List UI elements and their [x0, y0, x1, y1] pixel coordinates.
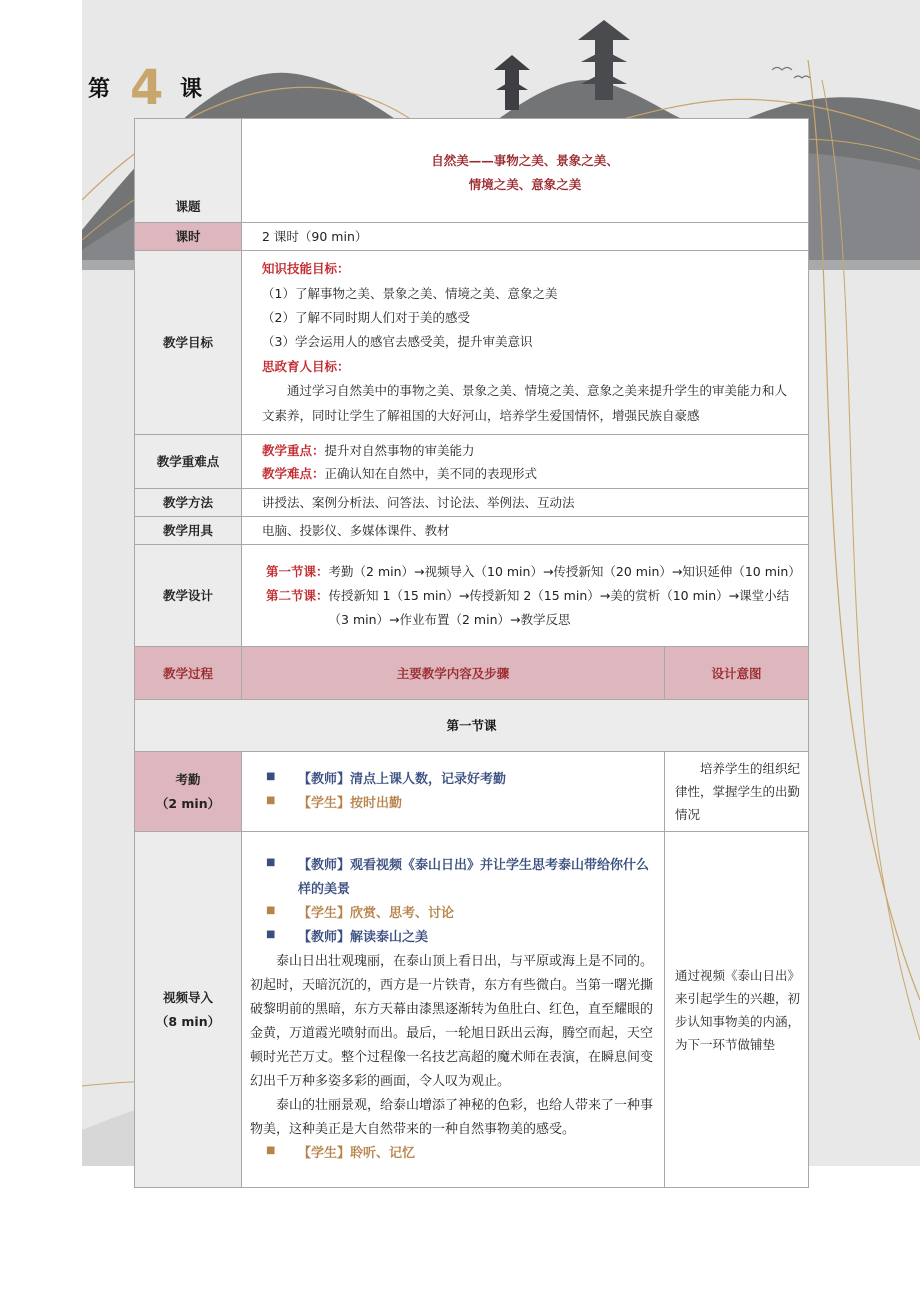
goals-content	[242, 251, 809, 435]
session2-text: 传授新知 1（15 min）→传授新知 2（15 min）→美的赏析（10 min）→课堂小结（3 min）→作业布置（2 min）→教学反思	[328, 588, 790, 627]
bullet-icon: ■	[266, 928, 276, 940]
hours-row	[135, 223, 809, 251]
key-text: 提升对自然事物的审美能力	[324, 442, 475, 458]
attendance-student: 【学生】按时出勤	[298, 795, 403, 811]
video-label-cell	[135, 832, 242, 1188]
video-row	[135, 832, 809, 1188]
goal-item: （1）了解事物之美、景象之美、情境之美、意象之美	[262, 285, 558, 301]
video-intent: 通过视频《泰山日出》来引起学生的兴趣，初步认知事物美的内涵，为下一环节做铺垫	[665, 832, 809, 1188]
tools-value: 电脑、投影仪、多媒体课件、教材	[242, 517, 809, 545]
lesson-prefix: 第	[88, 77, 111, 102]
bullet-icon: ■	[266, 1145, 276, 1157]
video-teacher2: 【教师】解读泰山之美	[298, 929, 429, 945]
ideology-text: 通过学习自然美中的事物之美、景象之美、情境之美、意象之美来提升学生的审美能力和人文素养，同时让学生了解祖国的大好河山，培养学生爱国情怀，增强民族自豪感	[262, 383, 788, 423]
bullet-icon: ■	[266, 904, 276, 916]
attendance-content	[242, 752, 665, 832]
bird-icon	[772, 68, 792, 71]
tools-label: 教学用具	[135, 517, 242, 545]
attendance-intent: 培养学生的组织纪律性，掌握学生的出勤情况	[665, 752, 809, 832]
goal-item: （2）了解不同时期人们对于美的感受	[262, 310, 470, 326]
content-col-header: 主要教学内容及步骤	[242, 647, 665, 700]
video-content	[242, 832, 665, 1188]
session1-text: 考勤（2 min）→视频导入（10 min）→传授新知（20 min）→知识延伸（10 min）	[328, 564, 801, 580]
video-student2: 【学生】聆听、记忆	[298, 1146, 416, 1162]
topic-title-line2: 情境之美、意象之美	[468, 176, 582, 192]
lesson-number: 4	[130, 60, 164, 116]
session1-label: 第一节课：	[266, 564, 329, 580]
lesson-plan-table	[134, 118, 809, 1188]
attendance-label-cell	[135, 752, 242, 832]
keypoints-label: 教学重难点	[135, 435, 242, 489]
goal-item: （3）学会运用人的感官去感受美，提升审美意识	[262, 334, 533, 350]
keypoints-content	[242, 435, 809, 489]
methods-label: 教学方法	[135, 489, 242, 517]
lesson-suffix: 课	[180, 77, 203, 102]
hours-value: 2 课时（90 min）	[242, 223, 809, 251]
topic-title	[242, 119, 809, 223]
hours-label: 课时	[135, 223, 242, 251]
attendance-label: 考勤	[175, 772, 201, 788]
topic-row	[135, 119, 809, 223]
video-label: 视频导入	[162, 990, 213, 1006]
video-paragraph1: 泰山日出壮观瑰丽，在泰山顶上看日出，与平原或海上是不同的。初起时，天暗沉沉的，西方是一片铁青，东方有些微白。当第一曙光撕破黎明前的黑暗，东方天幕由漆黑逐渐转为鱼肚白、红色，直至耀眼的金黄，万道霞光喷射而出。最后，一轮旭日跃出云海，腾空而起，天空顿时光芒万丈。整个过程像一名技艺高超的魔术师在表演，在瞬息间变幻出千万种多姿多彩的画面，令人叹为观止。	[250, 953, 654, 1089]
design-content	[242, 545, 809, 647]
goals-row	[135, 251, 809, 435]
goals-label: 教学目标	[135, 251, 242, 435]
process-col-header: 教学过程	[135, 647, 242, 700]
bullet-icon: ■	[266, 794, 276, 806]
section1-title: 第一节课	[135, 700, 809, 752]
topic-label: 课题	[135, 119, 242, 223]
process-header-row	[135, 647, 809, 700]
keypoints-row	[135, 435, 809, 489]
video-teacher1: 【教师】观看视频《泰山日出》并让学生思考泰山带给你什么样的美景	[298, 857, 650, 897]
attendance-time: （2 min）	[155, 795, 221, 811]
tools-row	[135, 517, 809, 545]
methods-value: 讲授法、案例分析法、问答法、讨论法、举例法、互动法	[242, 489, 809, 517]
bird-icon	[794, 76, 810, 78]
difficult-label: 教学难点：	[262, 465, 325, 481]
video-paragraph2: 泰山的壮丽景观，给泰山增添了神秘的色彩，也给人带来了一种事物美，这种美正是大自然带来的一种自然事物美的感受。	[250, 1098, 654, 1138]
session2-label: 第二节课：	[266, 588, 329, 603]
bullet-icon: ■	[266, 770, 276, 782]
video-time: （8 min）	[155, 1013, 221, 1029]
methods-row	[135, 489, 809, 517]
design-row	[135, 545, 809, 647]
bullet-icon: ■	[266, 856, 276, 868]
difficult-text: 正确认知在自然中，美不同的表现形式	[324, 465, 538, 481]
attendance-teacher: 【教师】清点上课人数，记录好考勤	[298, 771, 507, 787]
ideology-heading: 思政育人目标：	[262, 358, 350, 374]
design-label: 教学设计	[135, 545, 242, 647]
topic-title-line1: 自然美——事物之美、景象之美、	[431, 153, 619, 169]
video-student1: 【学生】欣赏、思考、讨论	[298, 905, 455, 921]
key-label: 教学重点：	[262, 442, 325, 458]
attendance-row	[135, 752, 809, 832]
knowledge-heading: 知识技能目标：	[262, 261, 350, 277]
intent-col-header: 设计意图	[665, 647, 809, 700]
section-title-row	[135, 700, 809, 752]
